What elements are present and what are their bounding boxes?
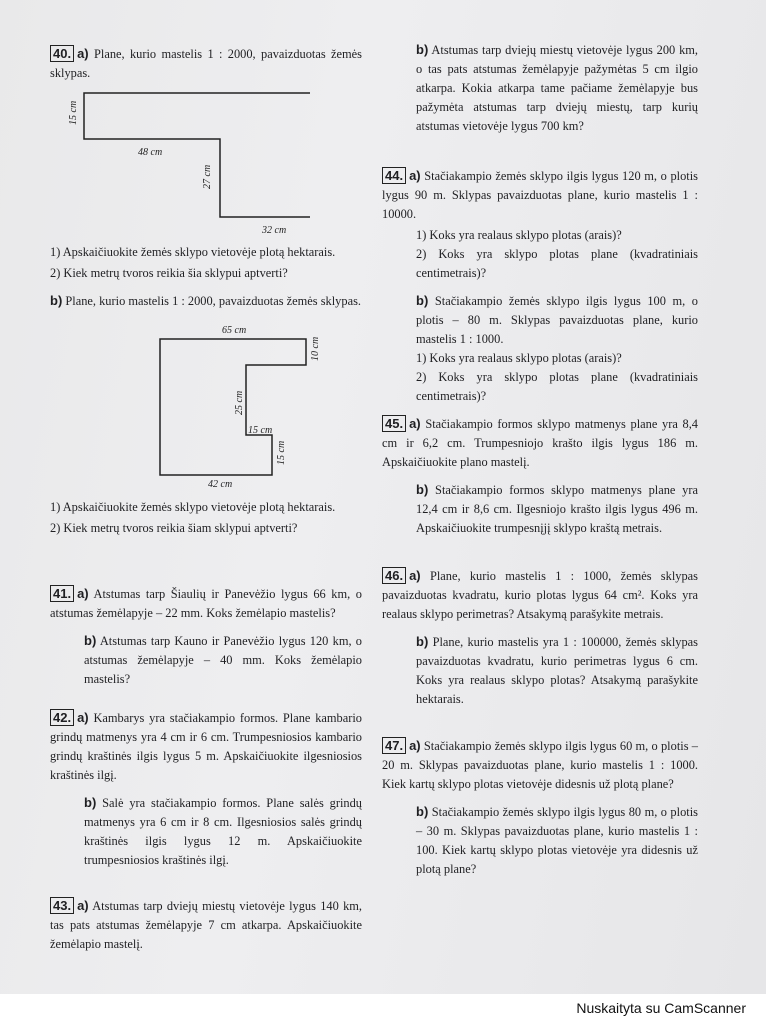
task-40 [50, 44, 362, 538]
dimension-label: 42 cm [208, 479, 233, 490]
question: 2) Kiek metrų tvoros reikia šiam sklypui aptverti? [50, 521, 298, 535]
part-label: b) [50, 293, 63, 308]
dimension-label: 32 cm [262, 225, 287, 236]
task-text: Kambarys yra stačiakampio formos. Plane kambario grindų matmenys yra 4 cm ir 6 cm. Trumpesniosios kambario grindų kraštinės ilgis lygus 5 m. Apskaičiuokite ilgesniosios kraštinės ilgį. [50, 711, 362, 782]
task-text: Stačiakampio žemės sklypo ilgis lygus 100 m, o plotis – 80 m. Sklypas pavaizduotas plane, kurio mastelis 1 : 1000. [416, 294, 698, 346]
part-label: a) [77, 586, 89, 601]
task-text: Salė yra stačiakampio formos. Plane salės grindų matmenys yra 6 cm ir 8 cm. Ilgesniosios salės grindų kraštinės ilgis lygus 12 m. Apskaičiuokite trumpesniosios kraštinės ilgį. [84, 796, 362, 867]
task-number: 41. [50, 585, 74, 602]
task-number: 42. [50, 709, 74, 726]
part-label: b) [416, 634, 429, 649]
question: 1) Koks yra realaus sklypo plotas (arais)? [416, 228, 622, 242]
task-text: Plane, kurio mastelis 1 : 1000, žemės sklypas pavaizduotas kvadratu, kurio plotas lygus 64 cm². Koks yra realaus sklypo perimetras? Atsakymą parašykite metrais. [382, 569, 698, 621]
question: 1) Apskaičiuokite žemės sklypo vietovėje plotą hektarais. [50, 500, 336, 514]
task-text: Stačiakampio formos sklypo matmenys plane yra 8,4 cm ir 6,2 cm. Trumpesniojo krašto ilgis lygus 186 m. Apskaičiuokite plano mastelį. [382, 417, 698, 469]
dimension-label: 65 cm [222, 325, 247, 336]
dimension-label: 15 cm [248, 425, 273, 436]
question: 2) Koks yra sklypo plotas plane (kvadratiniais centimetrais)? [416, 247, 698, 280]
task-text: Atstumas tarp Kauno ir Panevėžio lygus 120 km, o atstumas žemėlapyje – 40 mm. Koks žemėlapio mastelis? [84, 634, 363, 686]
part-label: b) [84, 633, 97, 648]
dimension-label: 25 cm [234, 390, 245, 415]
task-text: Atstumas tarp dviejų miestų vietovėje lygus 200 km, o tas pats atstumas žemėlapyje pažymėtas 5 cm ilgio atkarpa. Kokia atkarpa tame pačiame žemėlapyje bus pažymėta atstumas tarp dviejų miestų, tarp kurių atstumas vietovėje lygus 700 km? [416, 43, 698, 133]
part-label: a) [77, 46, 89, 61]
part-label: b) [416, 482, 429, 497]
task-45 [382, 414, 698, 538]
part-label: a) [409, 568, 421, 583]
part-label: a) [409, 168, 421, 183]
question: 1) Apskaičiuokite žemės sklypo vietovėje plotą hektarais. [50, 245, 336, 259]
task-41 [50, 584, 362, 689]
task-text: Plane, kurio mastelis 1 : 2000, pavaizduotas žemės sklypas. [50, 47, 362, 80]
part-label: a) [77, 710, 89, 725]
task-number: 44. [382, 167, 406, 184]
task-number: 46. [382, 567, 406, 584]
question: 2) Koks yra sklypo plotas plane (kvadratiniais centimetrais)? [416, 370, 698, 403]
plot-figure-b [50, 315, 362, 483]
dimension-label: 15 cm [68, 100, 79, 125]
part-label: b) [416, 293, 429, 308]
task-43b [382, 40, 698, 136]
part-label: a) [409, 416, 421, 431]
task-44 [382, 166, 698, 406]
question: 1) Koks yra realaus sklypo plotas (arais)? [416, 351, 622, 365]
task-text: Atstumas tarp Šiaulių ir Panevėžio lygus 66 km, o atstumas žemėlapyje – 22 mm. Koks žemėlapio mastelis? [50, 587, 362, 620]
task-47 [382, 736, 698, 879]
task-text: Stačiakampio žemės sklypo ilgis lygus 60 m, o plotis – 20 m. Sklypas pavaizduotas plane, kurio mastelis 1 : 1000. Kiek kartų sklypo plotas vietovėje didesnis už plotą plane? [382, 739, 698, 791]
task-text: Stačiakampio žemės sklypo ilgis lygus 80 m, o plotis – 30 m. Sklypas pavaizduotas plane, kurio mastelis 1 : 100. Kiek kartų sklypo plotas vietovėje yra didesnis už plotą plane? [416, 805, 698, 876]
task-text: Stačiakampio žemės sklypo ilgis lygus 120 m, o plotis lygus 90 m. Sklypas pavaizduotas plane, kurio mastelis 1 : 10000. [382, 169, 698, 221]
task-text: Plane, kurio mastelis 1 : 2000, pavaizduotas žemės sklypas. [65, 294, 361, 308]
part-label: a) [77, 898, 89, 913]
task-number: 45. [382, 415, 406, 432]
task-42 [50, 708, 362, 870]
part-label: b) [84, 795, 97, 810]
task-text: Plane, kurio mastelis yra 1 : 100000, žemės sklypas pavaizduotas kvadratu, kurio perimetras lygus 6 cm. Koks yra realaus sklypo plotas? Atsakymą parašykite hektarais. [416, 635, 698, 706]
task-43 [50, 896, 362, 954]
task-text: Stačiakampio formos sklypo matmenys plane yra 12,4 cm ir 8,6 cm. Ilgesniojo krašto ilgis lygus 496 m. Apskaičiuokite trumpesnįjį sklypo kraštą metrais. [416, 483, 698, 535]
scanner-watermark: Nuskaityta su CamScanner [576, 1000, 746, 1016]
dimension-label: 10 cm [310, 336, 321, 361]
part-label: a) [409, 738, 421, 753]
dimension-label: 48 cm [138, 147, 163, 158]
task-number: 40. [50, 45, 74, 62]
task-number: 47. [382, 737, 406, 754]
part-label: b) [416, 42, 429, 57]
task-46 [382, 566, 698, 709]
plot-figure-a [50, 87, 310, 237]
dimension-label: 27 cm [202, 164, 213, 189]
part-label: b) [416, 804, 429, 819]
task-number: 43. [50, 897, 74, 914]
task-text: Atstumas tarp dviejų miestų vietovėje lygus 140 km, tas pats atstumas žemėlapyje 7 cm atkarpa. Apskaičiuokite žemėlapio mastelį. [50, 899, 362, 951]
question: 2) Kiek metrų tvoros reikia šia sklypui aptverti? [50, 266, 288, 280]
plot-shape-a [84, 93, 310, 217]
dimension-label: 15 cm [276, 440, 287, 465]
